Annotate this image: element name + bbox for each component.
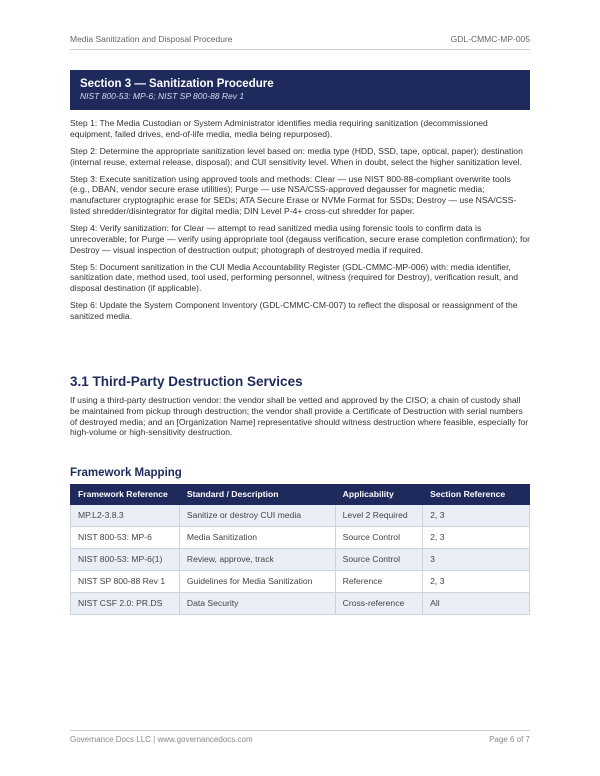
table-header-row [71,485,530,505]
table-cell: NIST SP 800-88 Rev 1 [71,571,180,593]
framework-mapping-heading: Framework Mapping [70,467,182,479]
table-cell: NIST 800-53: MP-6 [71,527,180,549]
section-title: Section 3 — Sanitization Procedure [80,78,274,90]
table-cell: 2, 3 [423,571,530,593]
step-paragraph: Step 4: Verify sanitization: for Clear — attempt to read sanitized media using forensic tools to confirm data is unrecoverable; for Purge — verify using appropriate tool (degauss verification, secure erase completion confirmation); for Destroy — visual inspection of destruction output; photograph of destroyed media if required. [70,222,530,255]
header-document-title: Media Sanitization and Disposal Procedure [70,34,233,44]
framework-mapping-table [70,484,530,615]
column-header: Framework Reference [71,485,180,505]
page-header [70,34,530,50]
footer-company: Governance Docs LLC | www.governancedocs.com [70,735,253,744]
table-cell: Guidelines for Media Sanitization [179,571,335,593]
table-cell: Sanitize or destroy CUI media [179,505,335,527]
table-cell: Reference [335,571,422,593]
step-paragraph: Step 2: Determine the appropriate sanitization level based on: media type (HDD, SSD, tape, optical, paper); destination (internal reuse, external release, disposal); and CUI sensitivity level. When in doubt, select the higher sanitization level. [70,145,523,167]
subsection-paragraph: If using a third-party destruction vendor: the vendor shall be vetted and approved by the CISO; a chain of custody shall be maintained from pickup through destruction; the vendor shall provide a Certificate of Destruction with serial numbers of destroyed media; and an [Organization Name] representative should witness destruction where feasible, especially for high-volume or high-sensitivity destruction. [70,395,529,438]
section-banner [70,70,530,110]
table-cell: Source Control [335,549,422,571]
step-paragraph: Step 6: Update the System Component Inventory (GDL-CMMC-CM-007) to reflect the disposal or reassignment of the sanitized media. [70,300,518,321]
page-footer [70,730,530,744]
footer-page-number: Page 6 of 7 [489,735,530,744]
step-paragraph: Step 3: Execute sanitization using approved tools and methods: Clear — use NIST 800-88-compliant overwrite tools (e.g., DBAN, vendor secure erase utilities); Purge — use NSA/CSS-approved degausser for magnetic media; manufacturer cryptographic erase for SEDs; ATA Secure Erase or NVMe Format for SSDs; Destroy — use NSA/CSS-listed shredder/disintegrator for digital media; DIN Level P-4+ cross-cut shredder for paper. [70,173,517,216]
table-row [71,527,530,549]
table-cell: 3 [423,549,530,571]
subsection-heading: 3.1 Third-Party Destruction Services [70,374,303,389]
step-paragraph: Step 5: Document sanitization in the CUI Media Accountability Register (GDL-CMMC-MP-006) with: media identifier, sanitization date, method used, tool used, performing personnel, witness (required for Destroy), verification result, and disposal destination (if applicable). [70,261,519,294]
table-cell: 2, 3 [423,527,530,549]
table-cell: Media Sanitization [179,527,335,549]
table-cell: Level 2 Required [335,505,422,527]
procedure-steps [70,118,530,328]
table-cell: 2, 3 [423,505,530,527]
column-header: Standard / Description [179,485,335,505]
table-cell: NIST CSF 2.0: PR.DS [71,593,180,615]
table-row [71,593,530,615]
table-cell: All [423,593,530,615]
table-cell: Source Control [335,527,422,549]
table-cell: MP.L2-3.8.3 [71,505,180,527]
header-document-id: GDL-CMMC-MP-005 [450,34,530,44]
step-paragraph: Step 1: The Media Custodian or System Administrator identifies media requiring sanitization (decommissioned equipment, failed drives, end-of-life media, media being repurposed). [70,118,488,139]
table-cell: Cross-reference [335,593,422,615]
section-subtitle: NIST 800-53: MP-6; NIST SP 800-88 Rev 1 [80,91,245,101]
table-row [71,505,530,527]
table-cell: Data Security [179,593,335,615]
table-cell: NIST 800-53: MP-6(1) [71,549,180,571]
table-cell: Review, approve, track [179,549,335,571]
column-header: Section Reference [423,485,530,505]
table-row [71,571,530,593]
column-header: Applicability [335,485,422,505]
table-row [71,549,530,571]
